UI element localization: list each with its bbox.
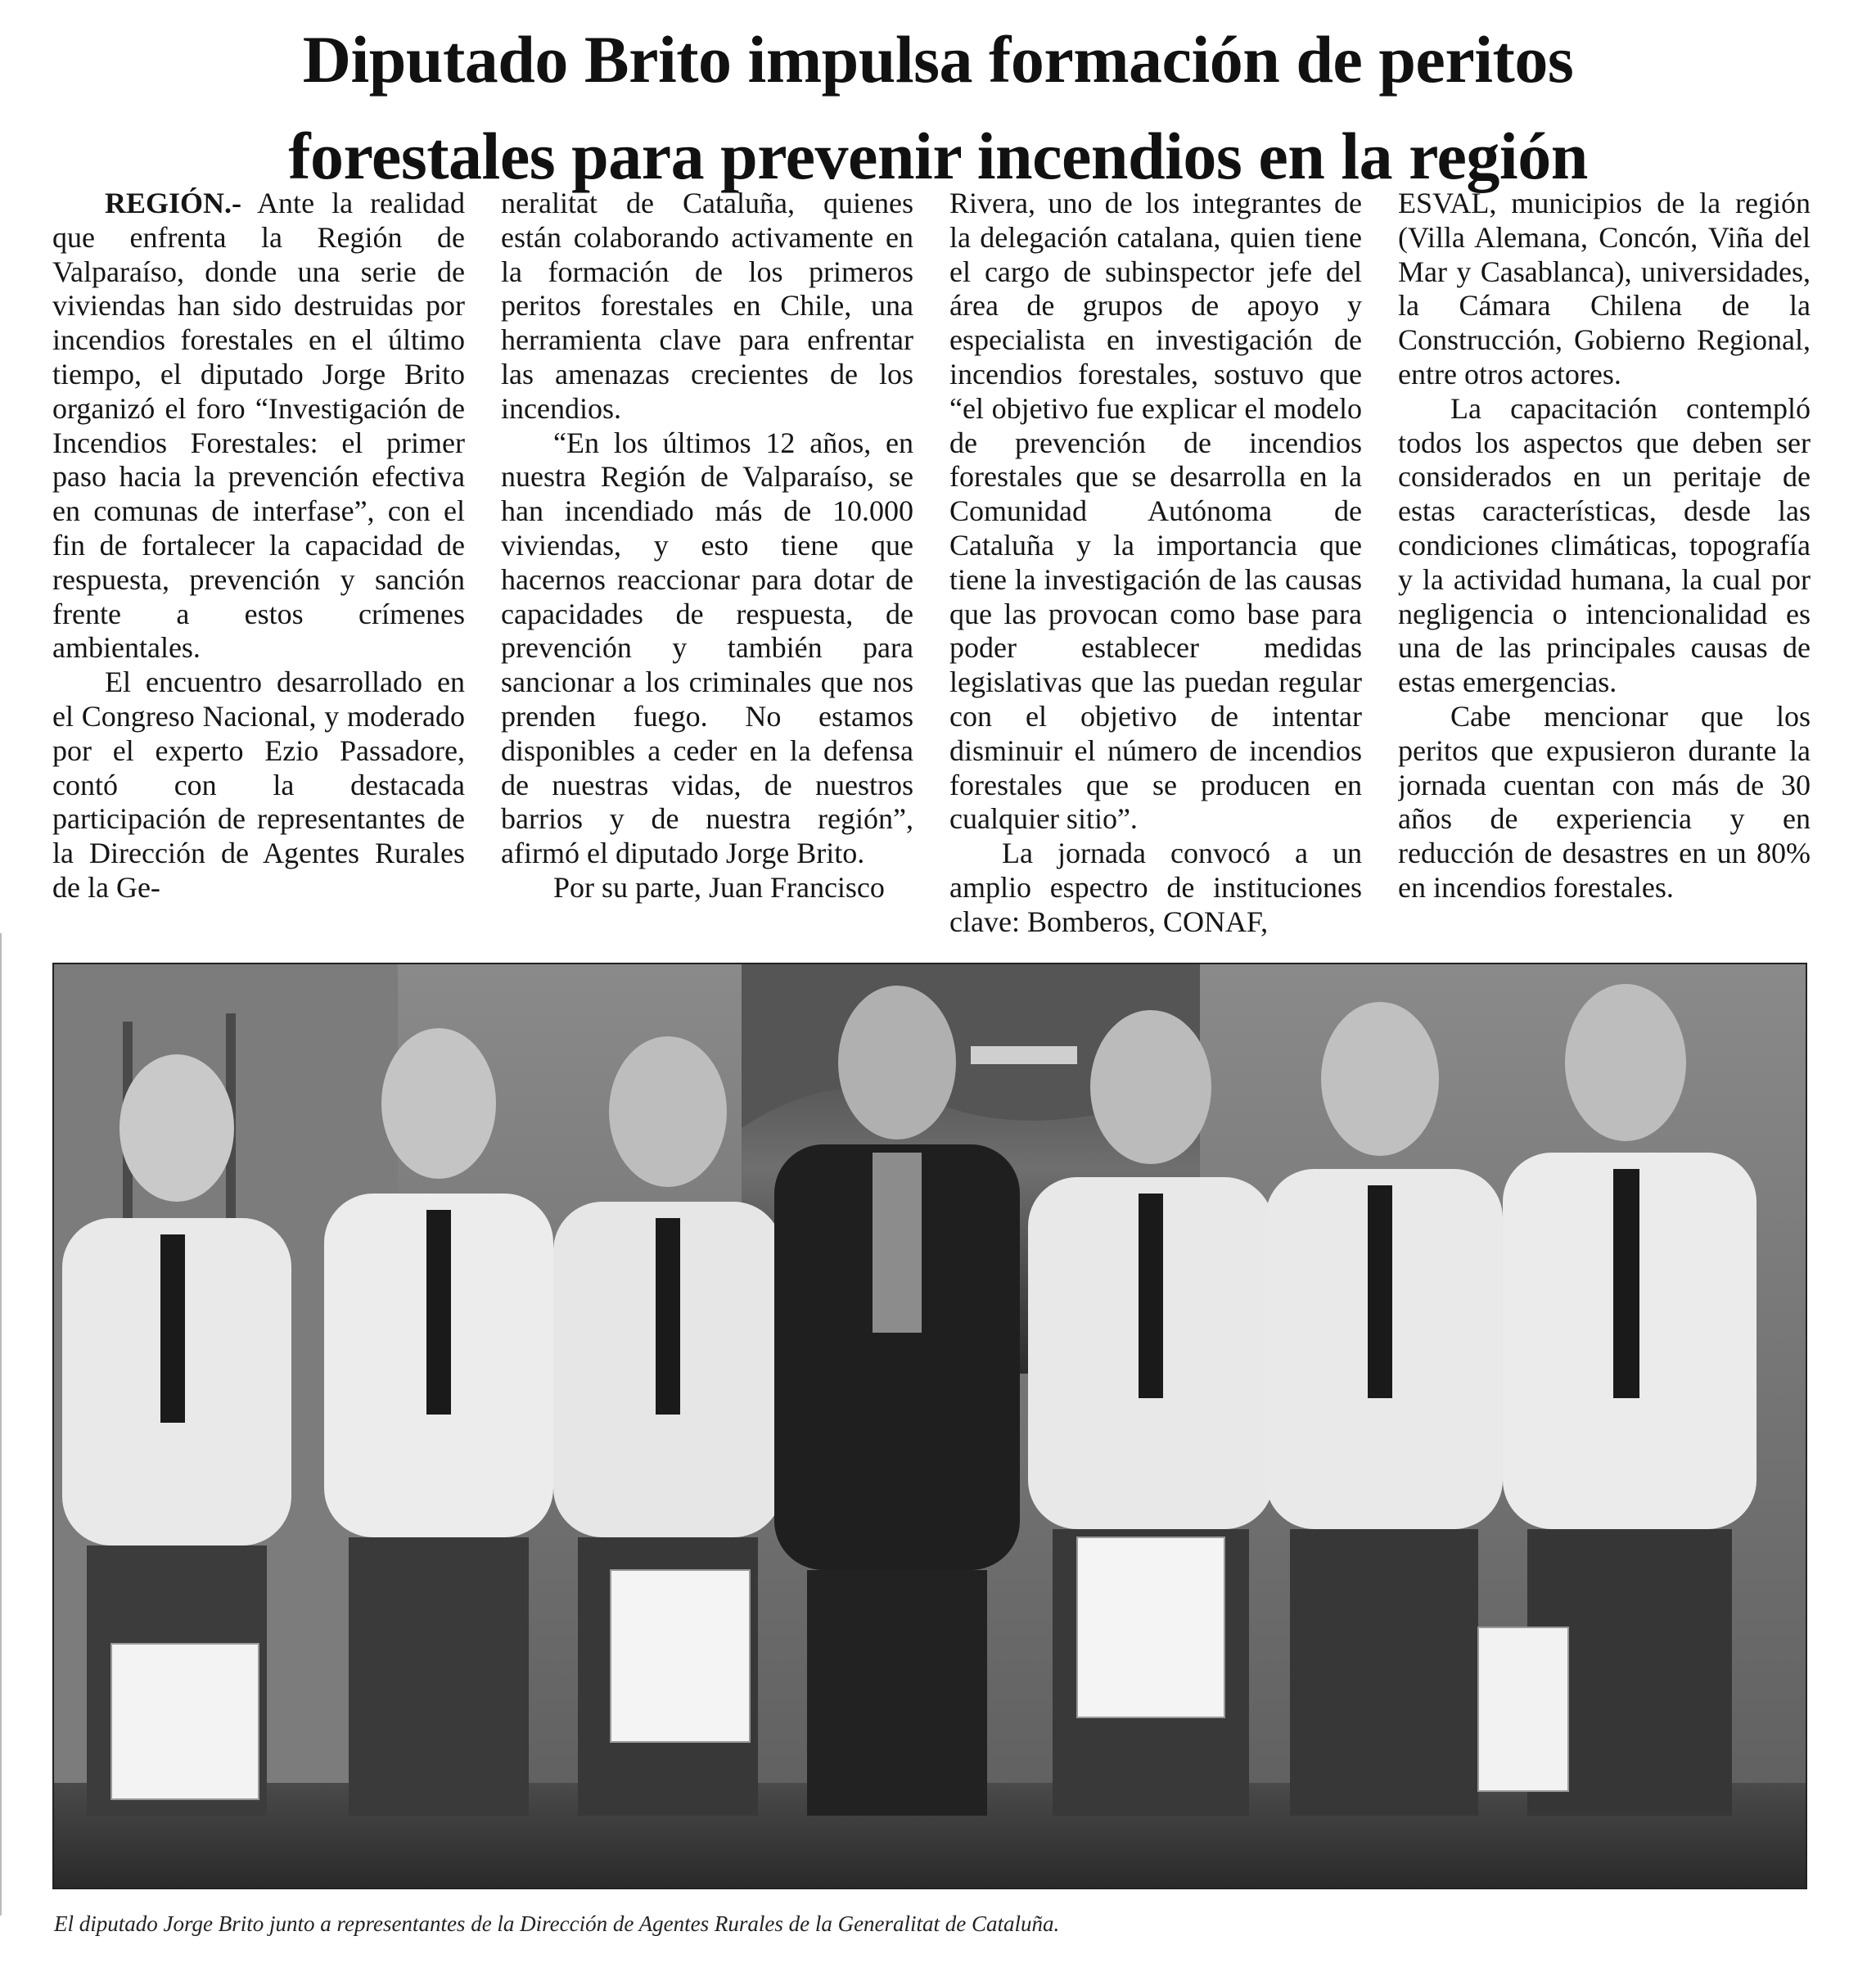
paragraph: La capacitación contempló todos los aspectos que deben ser considerados en un peritaje de estas características, desde las condiciones climáticas, topografía y la actividad humana, la cual por negligencia o intencionalidad es una de las principales causas de estas emergencias. [1398, 391, 1811, 699]
paragraph-text: Ante la realidad que enfrenta la Región de Valparaíso, donde una serie de viviendas han sido destruidas por incendios forestales en el último tiempo, el diputado Jorge Brito organizó el foro “Investigación de Incendios Forestales: el primer paso hacia la prevención efectiva en comunas de interfase”, con el fin de fortalecer la capacidad de respuesta, prevención y sanción frente a estos crímenes ambientales. [52, 187, 465, 665]
paragraph [52, 187, 465, 666]
paragraph: Rivera, uno de los integrantes de la delegación catalana, quien tiene el cargo de subinspector jefe del área de grupos de apoyo y especialista en investigación de incendios forestales, sostuvo que “el objetivo fue explicar el modelo de prevención de incendios forestales que se desarrolla en la Comunidad Autónoma de Cataluña y la importancia que tiene la investigación de las causas que las provocan como base para poder establecer medidas legislativas que las puedan regular con el objetivo de intentar disminuir el número de incendios forestales que se producen en cualquier sitio”. [949, 187, 1362, 836]
paragraph: ESVAL, municipios de la región (Villa Alemana, Concón, Viña del Mar y Casablanca), universidades, la Cámara Chilena de la Construcción, Gobierno Regional, entre otros actores. [1398, 187, 1811, 390]
paragraph: La jornada convocó a un amplio espectro de instituciones clave: Bomberos, CONAF, [949, 837, 1362, 938]
headline-line-1: Diputado Brito impulsa formación de peritos [302, 22, 1574, 97]
page-edge-rule [0, 933, 2, 1916]
paragraph: Por su parte, Juan Francisco [553, 870, 885, 904]
headline-line-2: forestales para prevenir incendios en la región [288, 119, 1588, 193]
photo-caption: El diputado Jorge Brito junto a representantes de la Dirección de Agentes Rurales de la Generalitat de Cataluña. [54, 1911, 1060, 1936]
paragraph: neralitat de Cataluña, quienes están colaborando activamente en la formación de los primeros peritos forestales en Chile, una herramienta clave para enfrentar las amenazas crecientes de los incendios. [501, 187, 913, 425]
kicker: REGIÓN.- [105, 187, 242, 219]
group-photo [52, 963, 1807, 1889]
column-1 [52, 187, 465, 944]
gift-bag [111, 1644, 259, 1799]
paragraph: “En los últimos 12 años, en nuestra Región de Valparaíso, se han incendiado más de 10.000 viviendas, y esto tiene que hacernos reaccionar para dotar de capacidades de respuesta, de prevención y también para sancionar a los criminales que nos prenden fuego. No estamos disponibles a ceder en la defensa de nuestras vidas, de nuestros barrios y de nuestra región”, afirmó el diputado Jorge Brito. [501, 426, 913, 870]
article-body [52, 187, 1811, 944]
paragraph: El encuentro desarrollado en el Congreso Nacional, y moderado por el experto Ezio Passadore, contó con la destacada participación de representantes de la Dirección de Agentes Rurales de la Ge- [52, 666, 465, 904]
headline [49, 11, 1827, 205]
column-4 [1398, 187, 1811, 944]
column-3 [949, 187, 1362, 944]
paragraph: Cabe mencionar que los peritos que expusieron durante la jornada cuentan con más de 30 años de experiencia y en reducción de desastres en un 80% en incendios forestales. [1398, 699, 1811, 904]
column-2 [501, 187, 913, 944]
group-photo-illustration [54, 964, 1806, 1888]
